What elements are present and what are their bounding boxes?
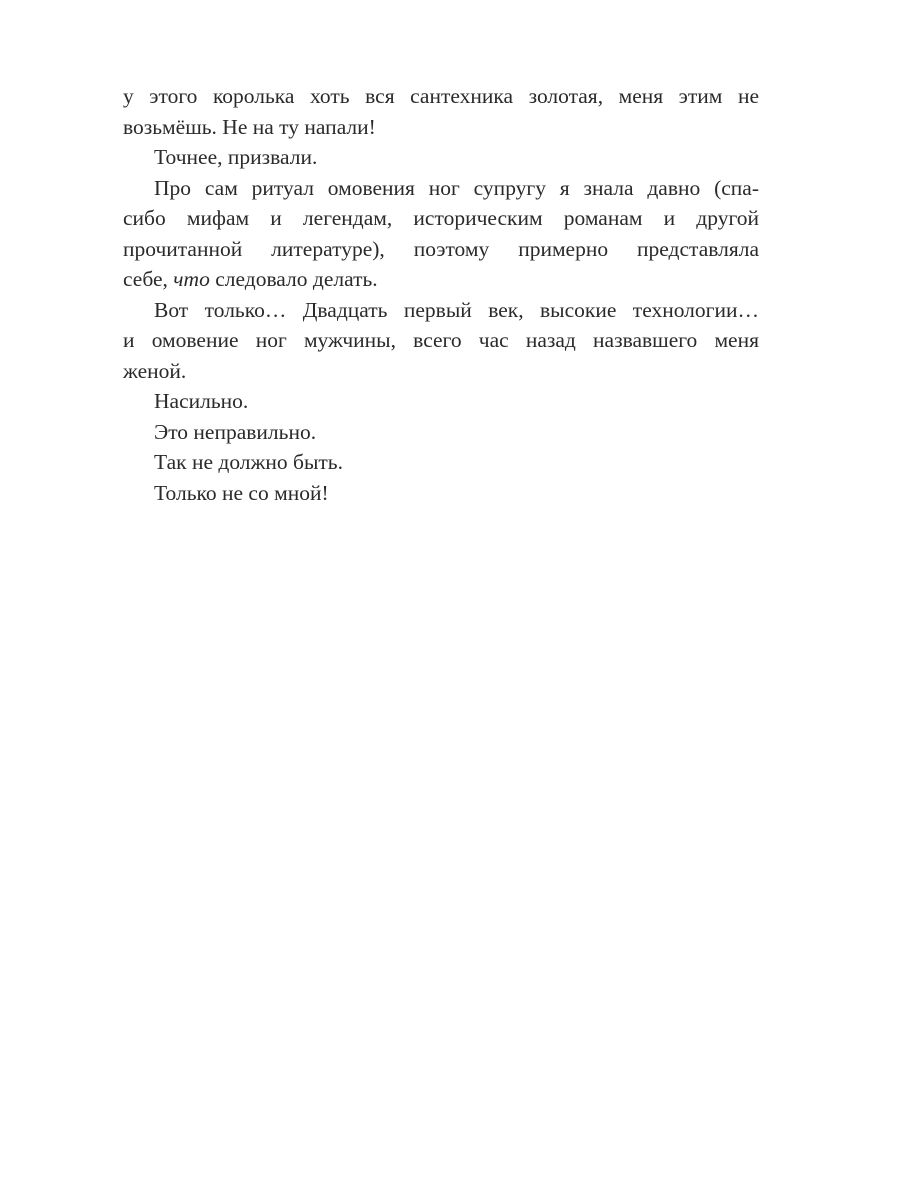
text-line: женой. — [123, 358, 187, 383]
text-line: Точнее, призвали. — [154, 145, 318, 169]
text-line: Так не должно быть. — [154, 450, 343, 474]
text-line: Только не со мной! — [154, 480, 329, 505]
paragraph — [123, 173, 759, 295]
italic-word: что — [173, 267, 210, 291]
text-fragment: следовало делать. — [209, 267, 378, 291]
text-line: Вот только… Двадцать первый век, высокие технологии… — [154, 297, 759, 322]
text-line: сибо мифам и легендам, историческим романам и другой — [123, 206, 759, 230]
text-line — [123, 264, 759, 295]
text-line: Это неправильно. — [154, 419, 317, 444]
paragraph — [123, 81, 759, 142]
paragraph — [123, 447, 759, 478]
paragraph — [123, 417, 759, 448]
text-line: и омовение ног мужчины, всего час назад назвавшего меня — [123, 328, 759, 352]
paragraph — [123, 478, 759, 509]
paragraph — [123, 386, 759, 417]
book-page-text — [123, 81, 759, 508]
text-line: у этого королька хоть вся сантехника золотая, меня этим не — [123, 84, 759, 108]
paragraph — [123, 295, 759, 387]
text-line: прочитанной литературе), поэтому примерно представляла — [123, 236, 759, 261]
text-line: Про сам ритуал омовения ног супругу я знала давно (спа- — [154, 175, 759, 200]
text-line: Насильно. — [154, 389, 249, 413]
text-fragment: себе, — [123, 267, 174, 291]
paragraph — [123, 142, 759, 173]
text-line: возьмёшь. Не на ту напали! — [123, 114, 376, 139]
